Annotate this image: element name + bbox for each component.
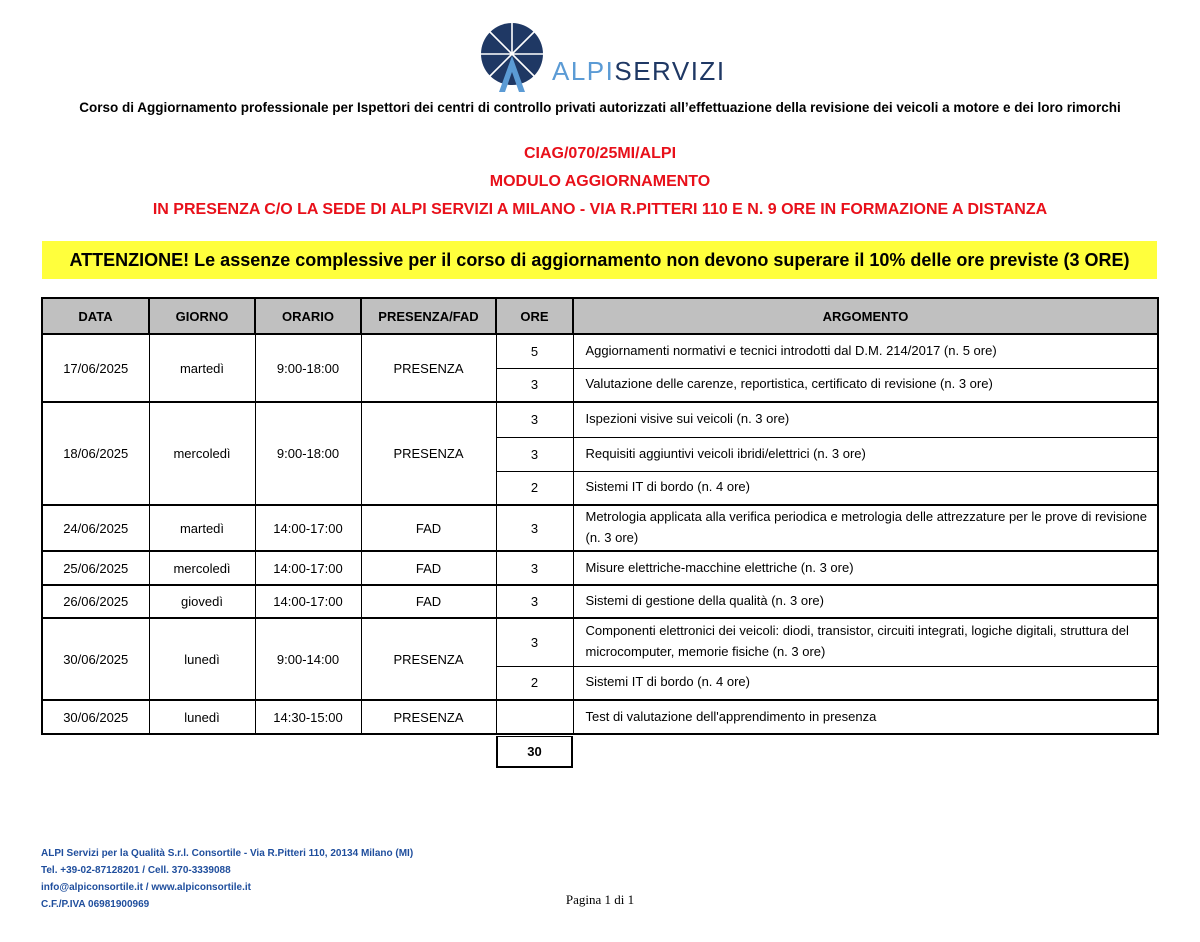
- cell-topic: Metrologia applicata alla verifica periodica e metrologia delle attrezzature per le prove di revisione (n. 3 ore): [573, 505, 1158, 551]
- cell-topic: Ispezioni visive sui veicoli (n. 3 ore): [573, 402, 1158, 437]
- cell-hours: 3: [496, 437, 573, 471]
- cell-topic: Requisiti aggiuntivi veicoli ibridi/elettrici (n. 3 ore): [573, 437, 1158, 471]
- cell-date: 24/06/2025: [42, 505, 149, 551]
- cell-topic: Sistemi di gestione della qualità (n. 3 ore): [573, 585, 1158, 618]
- cell-mode: PRESENZA: [361, 334, 496, 402]
- header-orario: ORARIO: [255, 298, 361, 334]
- table-row: [42, 700, 1158, 734]
- cell-time: 14:00-17:00: [255, 505, 361, 551]
- total-hours: 30: [496, 736, 573, 768]
- cell-hours: 2: [496, 666, 573, 700]
- cell-mode: PRESENZA: [361, 618, 496, 700]
- table-row: [42, 585, 1158, 618]
- table-header-row: [42, 298, 1158, 334]
- cell-hours: 3: [496, 505, 573, 551]
- cell-time: 9:00-18:00: [255, 334, 361, 402]
- cell-hours: 3: [496, 585, 573, 618]
- logo-part-2: SERVIZI: [614, 56, 726, 86]
- cell-topic: Misure elettriche-macchine elettriche (n. 3 ore): [573, 551, 1158, 585]
- cell-day: mercoledì: [149, 551, 255, 585]
- cell-topic: Test di valutazione dell'apprendimento in presenza: [573, 700, 1158, 734]
- footer-phones: Tel. +39-02-87128201 / Cell. 370-3339088: [41, 865, 231, 876]
- header-data: DATA: [42, 298, 149, 334]
- cell-day: mercoledì: [149, 402, 255, 505]
- module-title: MODULO AGGIORNAMENTO: [489, 173, 711, 190]
- module-location: IN PRESENZA C/O LA SEDE DI ALPI SERVIZI A MILANO - VIA R.PITTERI 110 E N. 9 ORE IN FORMAZIONE A DISTANZA: [152, 201, 1048, 218]
- cell-day: martedì: [149, 505, 255, 551]
- absence-warning-text: ATTENZIONE! Le assenze complessive per il corso di aggiornamento non devono superare il 10% delle ore previste (3 ORE): [69, 249, 1130, 270]
- cell-time: 14:00-17:00: [255, 585, 361, 618]
- cell-day: lunedì: [149, 618, 255, 700]
- cell-hours: 3: [496, 368, 573, 402]
- cell-mode: FAD: [361, 505, 496, 551]
- table-row: [42, 505, 1158, 551]
- table-row: [42, 334, 1158, 368]
- footer-contacts-line: info@alpiconsortile.it / www.alpiconsortile.it: [41, 882, 251, 893]
- cell-date: 17/06/2025: [42, 334, 149, 402]
- cell-topic: Sistemi IT di bordo (n. 4 ore): [573, 471, 1158, 505]
- logo-part-1: ALPI: [552, 56, 615, 86]
- cell-time: 14:30-15:00: [255, 700, 361, 734]
- header-ore: ORE: [496, 298, 573, 334]
- cell-day: lunedì: [149, 700, 255, 734]
- table-row: [42, 402, 1158, 437]
- cell-date: 26/06/2025: [42, 585, 149, 618]
- page-number: Pagina 1 di 1: [565, 892, 635, 907]
- table-row: [42, 551, 1158, 585]
- course-code: CIAG/070/25MI/ALPI: [523, 145, 677, 162]
- cell-topic: Sistemi IT di bordo (n. 4 ore): [573, 666, 1158, 700]
- cell-day: giovedì: [149, 585, 255, 618]
- cell-mode: PRESENZA: [361, 700, 496, 734]
- cell-hours: 3: [496, 402, 573, 437]
- footer-contacts: [41, 845, 413, 913]
- cell-time: 14:00-17:00: [255, 551, 361, 585]
- company-logo: [478, 18, 738, 96]
- header-presenza-fad: PRESENZA/FAD: [361, 298, 496, 334]
- cell-hours: 5: [496, 334, 573, 368]
- absence-warning-banner: [42, 241, 1157, 279]
- cell-date: 30/06/2025: [42, 700, 149, 734]
- cell-hours: 2: [496, 471, 573, 505]
- cell-mode: FAD: [361, 551, 496, 585]
- cell-day: martedì: [149, 334, 255, 402]
- table-row: [42, 618, 1158, 666]
- cell-date: 18/06/2025: [42, 402, 149, 505]
- cell-time: 9:00-18:00: [255, 402, 361, 505]
- cell-topic: Componenti elettronici dei veicoli: diodi, transistor, circuiti integrati, logiche digitali, struttura del microcomputer, memorie fisiche (n. 3 ore): [573, 618, 1158, 666]
- cell-hours: 3: [496, 551, 573, 585]
- logo-emblem-icon: [478, 18, 548, 96]
- cell-hours: 3: [496, 618, 573, 666]
- logo-wordmark: [552, 58, 726, 84]
- footer-company: ALPI Servizi per la Qualità S.r.l. Consortile - Via R.Pitteri 110, 20134 Milano (MI): [41, 848, 414, 859]
- cell-topic: Valutazione delle carenze, reportistica, certificato di revisione (n. 3 ore): [573, 368, 1158, 402]
- cell-hours: [496, 700, 573, 734]
- cell-time: 9:00-14:00: [255, 618, 361, 700]
- header-argomento: ARGOMENTO: [573, 298, 1158, 334]
- cell-date: 30/06/2025: [42, 618, 149, 700]
- cell-date: 25/06/2025: [42, 551, 149, 585]
- schedule-table: [41, 297, 1159, 735]
- footer-vat: C.F./P.IVA 06981900969: [41, 899, 150, 910]
- course-subtitle: Corso di Aggiornamento professionale per Ispettori dei centri di controllo privati autorizzati all’effettuazione della revisione dei veicoli a motore e dei loro rimorchi: [79, 100, 1121, 115]
- header-giorno: GIORNO: [149, 298, 255, 334]
- cell-mode: FAD: [361, 585, 496, 618]
- cell-mode: PRESENZA: [361, 402, 496, 505]
- cell-topic: Aggiornamenti normativi e tecnici introdotti dal D.M. 214/2017 (n. 5 ore): [573, 334, 1158, 368]
